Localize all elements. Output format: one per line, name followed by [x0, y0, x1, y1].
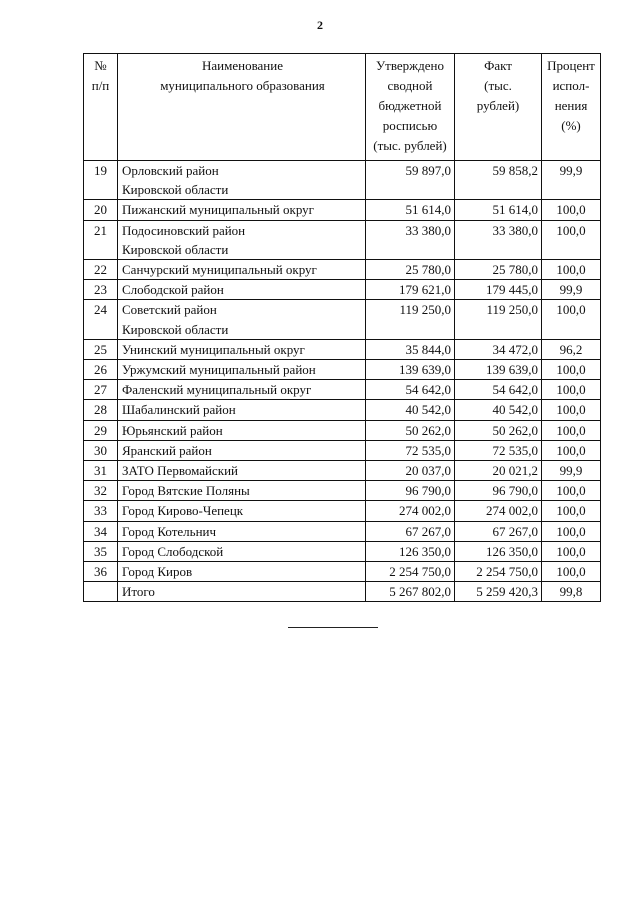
actual-amount-cell: 67 267,0 — [455, 521, 542, 541]
municipality-name-cell: Город Котельнич — [118, 521, 366, 541]
actual-amount-cell: 2 254 750,0 — [455, 562, 542, 582]
table-row — [84, 300, 601, 339]
approved-amount-cell: 179 621,0 — [366, 280, 455, 300]
table-row — [84, 280, 601, 300]
row-number-cell: 35 — [84, 541, 118, 561]
actual-amount-cell: 20 021,2 — [455, 461, 542, 481]
actual-amount-cell: 5 259 420,3 — [455, 582, 542, 602]
row-number-cell: 20 — [84, 200, 118, 220]
budget-execution-table — [83, 53, 601, 602]
approved-amount-cell: 2 254 750,0 — [366, 562, 455, 582]
row-number-cell: 26 — [84, 360, 118, 380]
execution-percent-cell: 100,0 — [542, 380, 601, 400]
actual-amount-cell: 50 262,0 — [455, 420, 542, 440]
municipality-name-cell: Итого — [118, 582, 366, 602]
municipality-name-cell: Город Вятские Поляны — [118, 481, 366, 501]
execution-percent-cell: 99,9 — [542, 280, 601, 300]
approved-amount-cell: 72 535,0 — [366, 440, 455, 460]
approved-amount-cell: 35 844,0 — [366, 339, 455, 359]
execution-percent-cell: 100,0 — [542, 300, 601, 339]
municipality-name-cell: Уржумский муниципальный район — [118, 360, 366, 380]
approved-amount-cell: 274 002,0 — [366, 501, 455, 521]
municipality-name-cell: Подосиновский район Кировской области — [118, 220, 366, 259]
row-number-cell: 31 — [84, 461, 118, 481]
actual-amount-cell: 51 614,0 — [455, 200, 542, 220]
actual-amount-cell: 25 780,0 — [455, 260, 542, 280]
execution-percent-cell: 100,0 — [542, 360, 601, 380]
table-row — [84, 461, 601, 481]
execution-percent-cell: 100,0 — [542, 481, 601, 501]
footer-rule — [288, 627, 378, 628]
header-municipality-name: Наименование муниципального образования — [118, 54, 366, 161]
municipality-name-cell: Яранский район — [118, 440, 366, 460]
municipality-name-cell: Шабалинский район — [118, 400, 366, 420]
approved-amount-cell: 119 250,0 — [366, 300, 455, 339]
approved-amount-cell: 5 267 802,0 — [366, 582, 455, 602]
municipality-name-cell: Советский район Кировской области — [118, 300, 366, 339]
execution-percent-cell: 96,2 — [542, 339, 601, 359]
row-number-cell: 34 — [84, 521, 118, 541]
row-number-cell: 23 — [84, 280, 118, 300]
table-body — [84, 161, 601, 602]
row-number-cell: 36 — [84, 562, 118, 582]
approved-amount-cell: 59 897,0 — [366, 161, 455, 200]
actual-amount-cell: 34 472,0 — [455, 339, 542, 359]
execution-percent-cell: 100,0 — [542, 200, 601, 220]
row-number-cell: 19 — [84, 161, 118, 200]
table-row — [84, 360, 601, 380]
row-number-cell — [84, 582, 118, 602]
actual-amount-cell: 274 002,0 — [455, 501, 542, 521]
table-row — [84, 380, 601, 400]
municipality-name-cell: Слободской район — [118, 280, 366, 300]
actual-amount-cell: 126 350,0 — [455, 541, 542, 561]
row-number-cell: 28 — [84, 400, 118, 420]
execution-percent-cell: 100,0 — [542, 541, 601, 561]
actual-amount-cell: 119 250,0 — [455, 300, 542, 339]
municipality-name-cell: Фаленский муниципальный округ — [118, 380, 366, 400]
execution-percent-cell: 100,0 — [542, 220, 601, 259]
municipality-name-cell: Унинский муниципальный округ — [118, 339, 366, 359]
approved-amount-cell: 40 542,0 — [366, 400, 455, 420]
row-number-cell: 27 — [84, 380, 118, 400]
municipality-name-cell: Пижанский муниципальный округ — [118, 200, 366, 220]
actual-amount-cell: 59 858,2 — [455, 161, 542, 200]
approved-amount-cell: 139 639,0 — [366, 360, 455, 380]
approved-amount-cell: 20 037,0 — [366, 461, 455, 481]
approved-amount-cell: 50 262,0 — [366, 420, 455, 440]
municipality-name-cell: Юрьянский район — [118, 420, 366, 440]
execution-percent-cell: 100,0 — [542, 400, 601, 420]
actual-amount-cell: 96 790,0 — [455, 481, 542, 501]
execution-percent-cell: 99,9 — [542, 461, 601, 481]
header-approved-amount: Утверждено сводной бюджетной росписью (тыс. рублей) — [366, 54, 455, 161]
execution-percent-cell: 100,0 — [542, 440, 601, 460]
municipality-name-cell: Орловский район Кировской области — [118, 161, 366, 200]
row-number-cell: 25 — [84, 339, 118, 359]
table-row — [84, 420, 601, 440]
execution-percent-cell: 100,0 — [542, 420, 601, 440]
approved-amount-cell: 96 790,0 — [366, 481, 455, 501]
actual-amount-cell: 33 380,0 — [455, 220, 542, 259]
execution-percent-cell: 100,0 — [542, 521, 601, 541]
municipality-name-cell: Санчурский муниципальный округ — [118, 260, 366, 280]
municipality-name-cell: Город Слободской — [118, 541, 366, 561]
municipality-name-cell: Город Кирово-Чепецк — [118, 501, 366, 521]
approved-amount-cell: 51 614,0 — [366, 200, 455, 220]
actual-amount-cell: 72 535,0 — [455, 440, 542, 460]
row-number-cell: 21 — [84, 220, 118, 259]
table-row — [84, 161, 601, 200]
table-row — [84, 260, 601, 280]
row-number-cell: 29 — [84, 420, 118, 440]
table-row — [84, 481, 601, 501]
approved-amount-cell: 25 780,0 — [366, 260, 455, 280]
table-row — [84, 501, 601, 521]
approved-amount-cell: 54 642,0 — [366, 380, 455, 400]
execution-percent-cell: 100,0 — [542, 501, 601, 521]
table-row — [84, 440, 601, 460]
approved-amount-cell: 33 380,0 — [366, 220, 455, 259]
row-number-cell: 22 — [84, 260, 118, 280]
execution-percent-cell: 99,9 — [542, 161, 601, 200]
execution-percent-cell: 100,0 — [542, 260, 601, 280]
municipality-name-cell: ЗАТО Первомайский — [118, 461, 366, 481]
table-header-row — [84, 54, 601, 161]
table-row — [84, 582, 601, 602]
row-number-cell: 33 — [84, 501, 118, 521]
table-row — [84, 200, 601, 220]
row-number-cell: 24 — [84, 300, 118, 339]
table-row — [84, 339, 601, 359]
execution-percent-cell: 100,0 — [542, 562, 601, 582]
actual-amount-cell: 40 542,0 — [455, 400, 542, 420]
actual-amount-cell: 54 642,0 — [455, 380, 542, 400]
table-row — [84, 521, 601, 541]
page-number: 2 — [317, 18, 323, 32]
header-actual-amount: Факт (тыс. рублей) — [455, 54, 542, 161]
municipality-name-cell: Город Киров — [118, 562, 366, 582]
execution-percent-cell: 99,8 — [542, 582, 601, 602]
header-number: № п/п — [84, 54, 118, 161]
actual-amount-cell: 139 639,0 — [455, 360, 542, 380]
row-number-cell: 32 — [84, 481, 118, 501]
table-row — [84, 400, 601, 420]
approved-amount-cell: 126 350,0 — [366, 541, 455, 561]
approved-amount-cell: 67 267,0 — [366, 521, 455, 541]
row-number-cell: 30 — [84, 440, 118, 460]
header-execution-percent: Процент испол- нения (%) — [542, 54, 601, 161]
table-row — [84, 220, 601, 259]
actual-amount-cell: 179 445,0 — [455, 280, 542, 300]
table-row — [84, 562, 601, 582]
table-row — [84, 541, 601, 561]
